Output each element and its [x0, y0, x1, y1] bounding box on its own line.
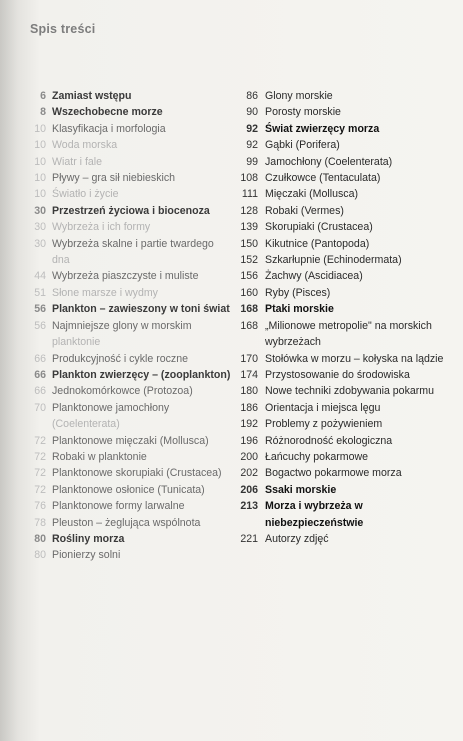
- toc-entry-title: Pionierzy solni: [52, 549, 121, 562]
- toc-page-number: 152: [240, 254, 258, 267]
- toc-page-number: 72: [34, 450, 46, 463]
- toc-entry-title: Jamochłony (Coelenterata): [265, 155, 393, 168]
- toc-page-number: 168: [240, 303, 258, 316]
- toc-entry-title: Skorupiaki (Crustacea): [265, 221, 373, 234]
- toc-entry-title: dna: [52, 254, 70, 267]
- toc-entry-title: (Coelenterata): [52, 418, 120, 431]
- toc-page-number: 56: [34, 319, 46, 332]
- toc-page-number: 30: [34, 204, 46, 217]
- toc-page-number: 76: [34, 500, 46, 513]
- toc-entry: [238, 498, 450, 531]
- toc-entry: [32, 154, 237, 170]
- toc-page-number: 10: [34, 188, 46, 201]
- toc-entry-title: Różnorodność ekologiczna: [265, 434, 393, 447]
- toc-page-number: 80: [34, 532, 46, 545]
- toc-entry: [238, 121, 450, 137]
- toc-page-number: 213: [240, 500, 258, 513]
- toc-entry-title: Wszechobecne morze: [52, 106, 163, 119]
- toc-page-number: 202: [240, 467, 258, 480]
- toc-entry-title: Wiatr i fale: [52, 155, 103, 168]
- toc-entry: [238, 219, 450, 235]
- toc-page-number: 111: [241, 188, 258, 201]
- toc-entry-title: Czułkowce (Tentaculata): [265, 172, 381, 185]
- toc-page-number: 66: [34, 352, 46, 365]
- toc-entry: [238, 252, 450, 268]
- toc-entry: [32, 252, 237, 268]
- toc-entry: [238, 203, 450, 219]
- toc-entry: [32, 400, 237, 416]
- toc-entry: [32, 170, 237, 186]
- toc-entry: [238, 104, 450, 120]
- toc-entry-title: Glony morskie: [265, 90, 333, 102]
- toc-entry: [32, 186, 237, 202]
- toc-entry: [32, 285, 237, 301]
- toc-entry: [238, 383, 450, 399]
- toc-entry: [238, 137, 450, 153]
- toc-entry: [32, 433, 237, 449]
- toc-entry-title: Szkarłupnie (Echinodermata): [265, 254, 402, 267]
- toc-entry-title: Planktonowe skorupiaki (Crustacea): [52, 467, 222, 480]
- toc-entry-title: Mięczaki (Mollusca): [265, 188, 359, 201]
- toc-entry: [32, 219, 237, 235]
- toc-entry-title: Planktonowe mięczaki (Mollusca): [52, 434, 209, 447]
- toc-entry-title: Porosty morskie: [265, 106, 341, 119]
- toc-page-number: 30: [34, 237, 46, 250]
- toc-entry-title: Planktonowe jamochłony: [52, 401, 170, 414]
- toc-entry-title: Pleuston – żeglująca wspólnota: [52, 516, 201, 529]
- toc-page-number: 92: [246, 122, 258, 135]
- toc-page-number: 156: [240, 270, 258, 283]
- toc-entry: [32, 203, 237, 219]
- toc-entry-title: Najmniejsze glony w morskim: [52, 319, 192, 332]
- toc-entry: [32, 383, 237, 399]
- toc-entry: [238, 268, 450, 284]
- toc-page-number: 51: [34, 286, 46, 299]
- toc-entry-title: „Milionowe metropolie" na morskich wybrzeżach: [265, 319, 432, 349]
- toc-entry: [238, 170, 450, 186]
- toc-entry: [238, 301, 450, 317]
- toc-entry: [32, 416, 237, 432]
- toc-page-number: 6: [40, 90, 46, 102]
- toc-page-number: 128: [240, 204, 258, 217]
- toc-entry-title: Przystosowanie do środowiska: [265, 368, 410, 381]
- toc-entry-title: Łańcuchy pokarmowe: [265, 450, 369, 463]
- toc-page-number: 186: [240, 401, 258, 414]
- toc-entry-title: Produkcyjność i cykle roczne: [52, 352, 189, 365]
- toc-entry-title: Woda morska: [52, 139, 118, 152]
- toc-page-number: 180: [240, 385, 258, 398]
- toc-entry-title: Planktonowe osłonice (Tunicata): [52, 483, 205, 496]
- toc-entry: [238, 154, 450, 170]
- toc-entry-title: Słone marsze i wydmy: [52, 286, 158, 299]
- toc-entry-title: Morza i wybrzeża w niebezpieczeństwie: [265, 500, 364, 529]
- toc-page-number: 221: [240, 532, 258, 545]
- toc-entry: [238, 531, 450, 547]
- toc-entry-title: Bogactwo pokarmowe morza: [265, 467, 402, 480]
- toc-entry: [238, 367, 450, 383]
- toc-entry-title: Kikutnice (Pantopoda): [265, 237, 370, 250]
- toc-entry-title: Żachwy (Ascidiacea): [265, 270, 363, 283]
- toc-entry: [238, 482, 450, 498]
- toc-entry: [32, 137, 237, 153]
- toc-entry: [32, 465, 237, 481]
- toc-page-number: 10: [34, 139, 46, 152]
- toc-page-number: 108: [240, 172, 258, 185]
- toc-entry: [32, 88, 237, 104]
- toc-entry: [32, 449, 237, 465]
- toc-entry-title: Wybrzeża i ich formy: [52, 221, 151, 234]
- toc-page-number: 174: [240, 368, 258, 381]
- toc-entry-title: Nowe techniki zdobywania pokarmu: [265, 385, 434, 398]
- toc-entry-title: Problemy z pożywieniem: [265, 418, 383, 431]
- toc-entry: [32, 482, 237, 498]
- toc-page-number: 80: [34, 549, 46, 562]
- toc-page-number: 86: [246, 90, 258, 102]
- toc-page-number: 72: [34, 467, 46, 480]
- toc-entry: [32, 547, 237, 563]
- toc-entry-title: Gąbki (Porifera): [265, 139, 340, 152]
- toc-entry: [32, 236, 237, 252]
- toc-page-number: 168: [240, 319, 258, 332]
- toc-page-number: 150: [240, 237, 258, 250]
- toc-entry: [238, 236, 450, 252]
- toc-entry-title: Planktonowe formy larwalne: [52, 500, 185, 513]
- toc-entry: [32, 268, 237, 284]
- toc-page-number: 8: [40, 106, 46, 119]
- toc-page-number: 10: [34, 122, 46, 135]
- toc-entry: [238, 88, 450, 104]
- toc-entry-title: planktonie: [52, 336, 101, 349]
- toc-left-column: [32, 88, 237, 564]
- toc-entry: [238, 351, 450, 367]
- toc-page-number: 92: [246, 139, 258, 152]
- toc-entry: [238, 416, 450, 432]
- toc-entry: [238, 465, 450, 481]
- toc-entry-title: Pływy – gra sił niebieskich: [52, 172, 176, 185]
- toc-page-number: 10: [34, 172, 46, 185]
- toc-page-number: 66: [34, 368, 46, 381]
- toc-page-number: 99: [246, 155, 258, 168]
- toc-page-number: 90: [246, 106, 258, 119]
- toc-page-number: 30: [34, 221, 46, 234]
- toc-entry-title: Autorzy zdjęć: [265, 532, 329, 545]
- toc-entry-title: Ssaki morskie: [265, 483, 337, 496]
- toc-entry: [238, 449, 450, 465]
- toc-page-number: 206: [240, 483, 258, 496]
- toc-entry-title: Robaki (Vermes): [265, 204, 344, 217]
- toc-entry: [238, 318, 450, 351]
- toc-entry-title: Ptaki morskie: [265, 303, 334, 316]
- toc-entry: [238, 433, 450, 449]
- toc-page-number: 78: [34, 516, 46, 529]
- toc-page-number: 72: [34, 434, 46, 447]
- toc-page-number: 170: [240, 352, 258, 365]
- toc-entry: [32, 121, 237, 137]
- toc-page-number: 196: [240, 434, 258, 447]
- toc-page-number: 139: [240, 221, 258, 234]
- toc-entry-title: Orientacja i miejsca lęgu: [265, 401, 381, 414]
- toc-entry-title: Wybrzeża piaszczyste i muliste: [52, 270, 199, 283]
- toc-entry-title: Stołówka w morzu – kołyska na lądzie: [265, 352, 444, 365]
- toc-entry: [32, 531, 237, 547]
- toc-page-number: 72: [34, 483, 46, 496]
- toc-entry: [238, 186, 450, 202]
- toc-entry-title: Rośliny morza: [52, 532, 125, 545]
- toc-page-number: 44: [34, 270, 46, 283]
- toc-page-number: 200: [240, 450, 258, 463]
- toc-entry: [32, 301, 237, 317]
- toc-entry: [32, 515, 237, 531]
- toc-entry: [32, 318, 237, 334]
- toc-entry: [238, 400, 450, 416]
- toc-page-number: 70: [34, 401, 46, 414]
- toc-entry-title: Jednokomórkowce (Protozoa): [52, 385, 193, 398]
- toc-page-number: 192: [240, 418, 258, 431]
- toc-entry: [32, 498, 237, 514]
- toc-page-number: 56: [34, 303, 46, 316]
- toc-entry: [32, 334, 237, 350]
- toc-entry-title: Zamiast wstępu: [52, 90, 132, 102]
- toc-entry: [32, 367, 237, 383]
- toc-entry-title: Plankton – zawieszony w toni świat: [52, 303, 230, 316]
- toc-entry: [32, 104, 237, 120]
- toc-entry-title: Klasyfikacja i morfologia: [52, 122, 166, 135]
- toc-entry: [32, 351, 237, 367]
- toc-page-number: 10: [34, 155, 46, 168]
- toc-entry-title: Światło i życie: [52, 188, 119, 201]
- toc-right-column: [238, 88, 450, 547]
- toc-entry-title: Świat zwierzęcy morza: [265, 122, 380, 135]
- toc-page-number: 66: [34, 385, 46, 398]
- toc-entry-title: Przestrzeń życiowa i biocenoza: [52, 204, 210, 217]
- toc-entry-title: Ryby (Pisces): [265, 286, 331, 299]
- toc-entry-title: Wybrzeża skalne i partie twardego: [52, 237, 214, 250]
- toc-entry-title: Robaki w planktonie: [52, 450, 147, 463]
- toc-entry-title: Plankton zwierzęcy – (zooplankton): [52, 368, 231, 381]
- toc-page-number: 160: [240, 286, 258, 299]
- page-title: Spis treści: [30, 22, 96, 36]
- toc-entry: [238, 285, 450, 301]
